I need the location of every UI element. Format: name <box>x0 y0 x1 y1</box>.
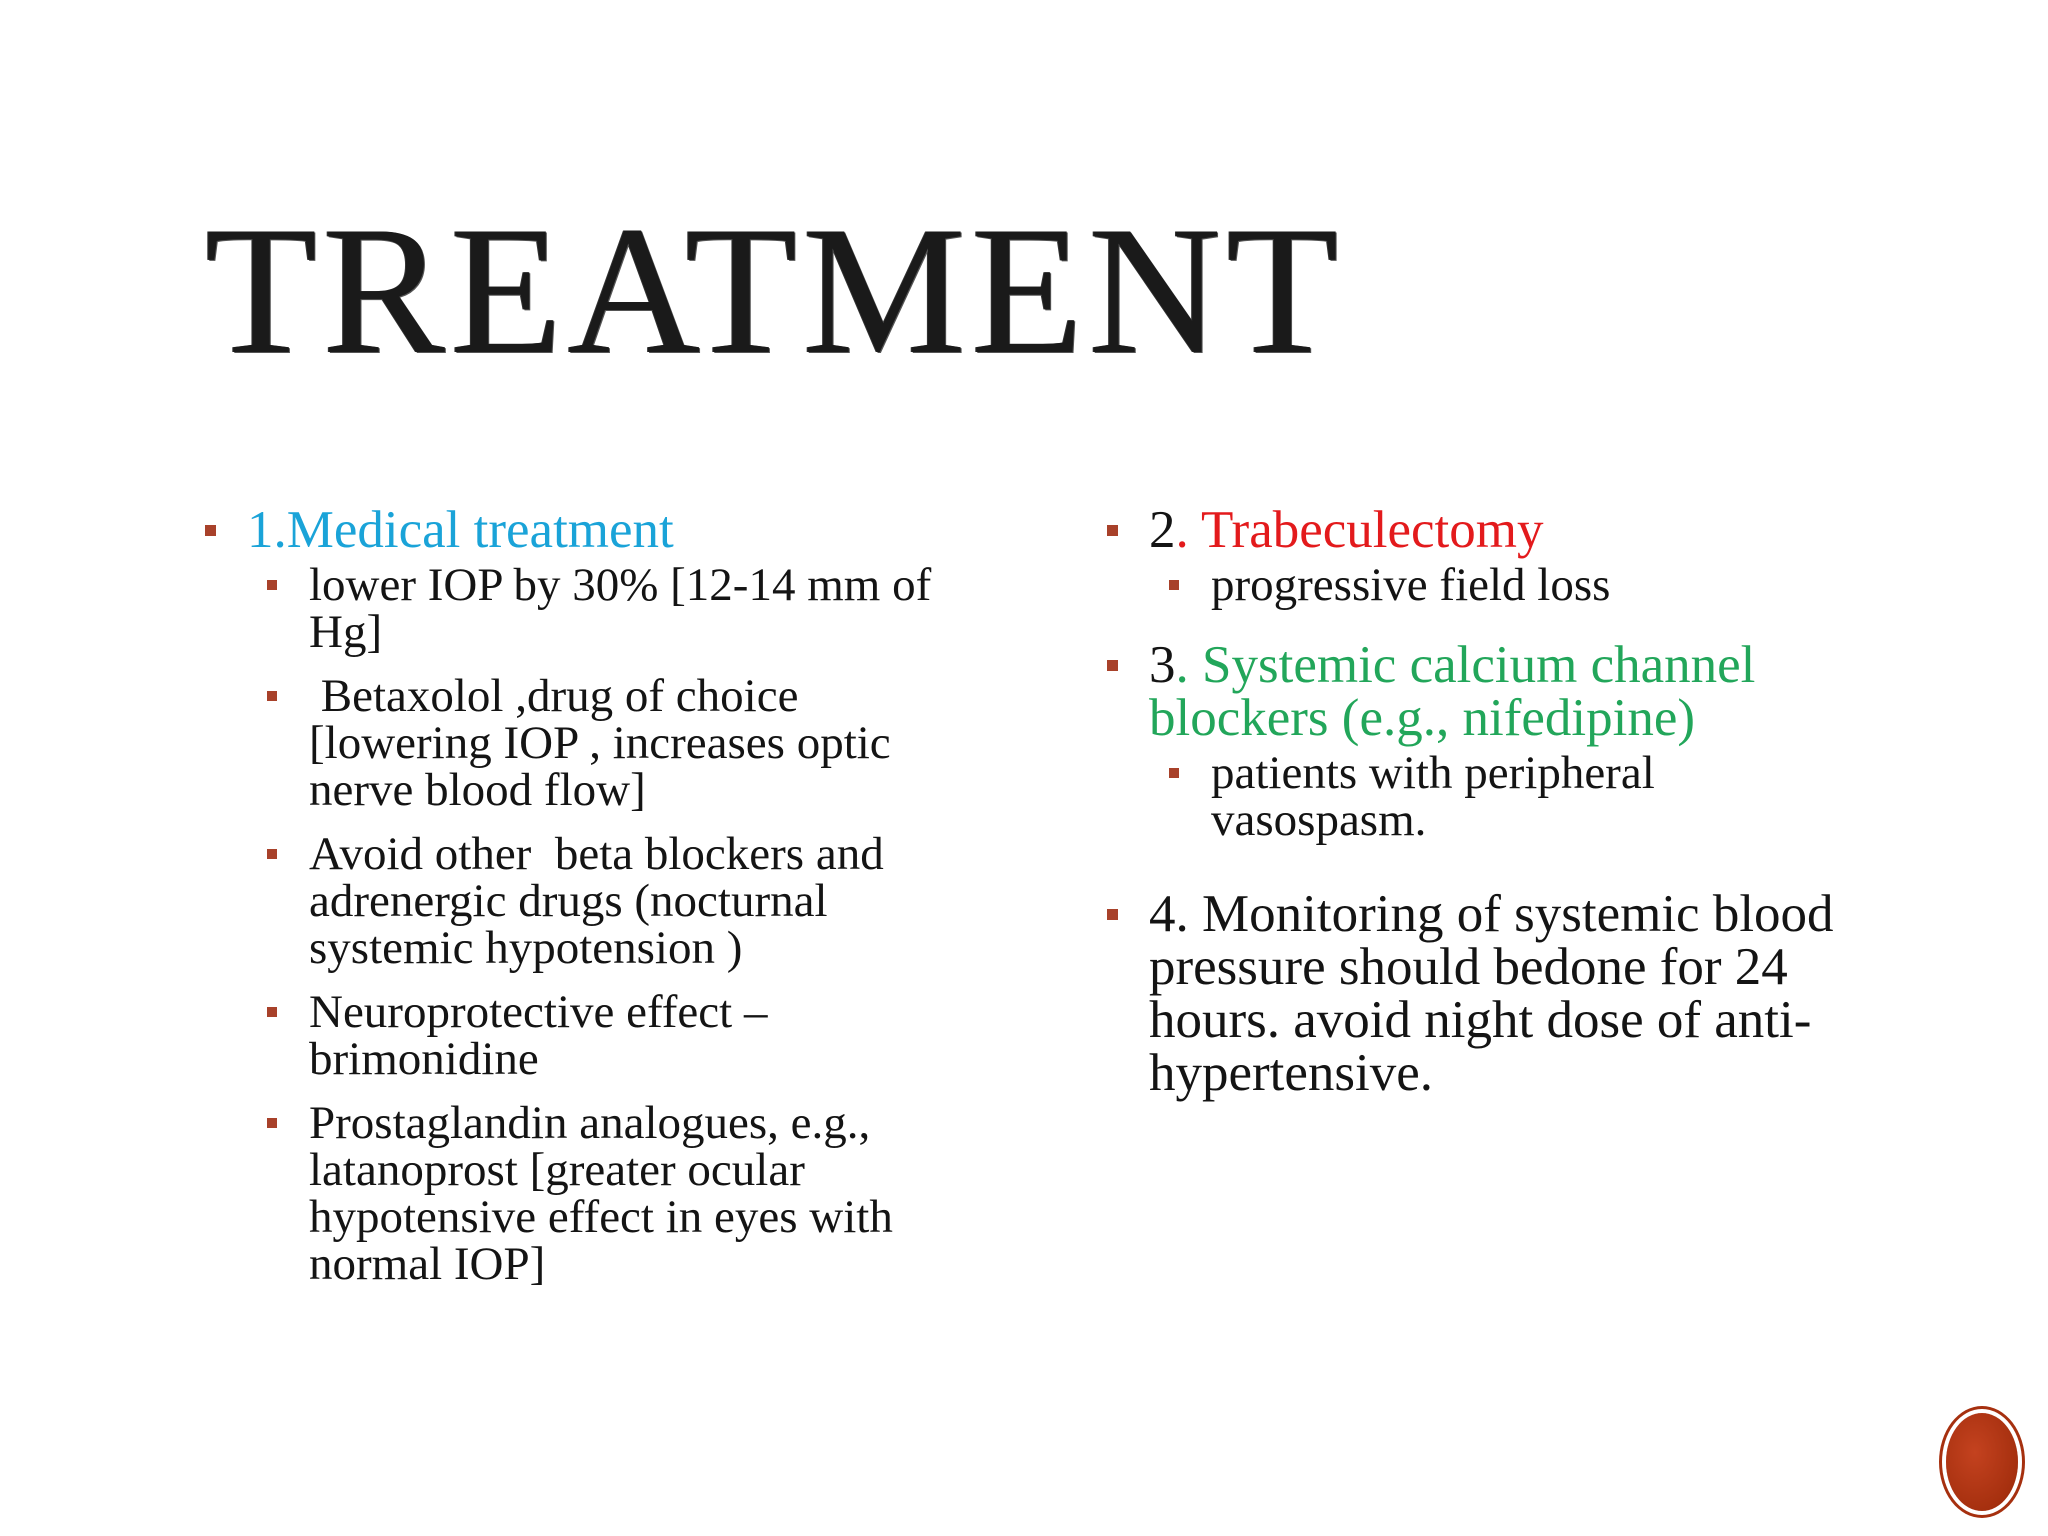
item-text: lower IOP by 30% [12-14 mm of Hg] <box>309 559 932 658</box>
item-text: Avoid other beta blockers and adrenergic drugs (nocturnal systemic hypotension ) <box>309 828 896 974</box>
list-item <box>267 828 929 974</box>
section-separator: . <box>1175 636 1202 694</box>
circle-badge-icon <box>1946 1413 2018 1511</box>
square-bullet-icon <box>1107 525 1118 536</box>
list-item <box>1107 501 1937 559</box>
left-column <box>205 501 995 1290</box>
calcium-channel-heading: Systemic calcium channel blockers (e.g., nifedipine) <box>1149 636 1756 747</box>
section-number: 2 <box>1149 501 1176 559</box>
square-bullet-icon <box>1107 909 1118 920</box>
medical-treatment-heading: 1.Medical treatment <box>247 501 674 559</box>
list-item <box>1107 636 1909 747</box>
list-item <box>1169 559 1911 611</box>
slide-title: TREATMENT <box>205 188 1344 392</box>
list-item <box>1107 885 1849 1102</box>
square-bullet-icon <box>205 525 216 536</box>
list-item <box>1169 747 1811 846</box>
section-number: 3 <box>1149 636 1176 694</box>
section-separator: . <box>1175 501 1202 559</box>
square-bullet-icon <box>1169 768 1179 778</box>
item-text: patients with peripheral vasospasm. <box>1211 747 1655 846</box>
square-bullet-icon <box>267 691 277 701</box>
square-bullet-icon <box>267 1118 277 1128</box>
monitoring-text: 4. Monitoring of systemic blood pressure should bedone for 24 hours. avoid night dose of anti-hypertensive. <box>1149 885 1834 1102</box>
right-column <box>1107 501 1937 1102</box>
square-bullet-icon <box>1169 580 1179 590</box>
list-item <box>267 1097 969 1290</box>
trabeculectomy-heading: Trabeculectomy <box>1201 501 1544 559</box>
item-text: Neuroprotective effect – brimonidine <box>309 986 768 1085</box>
list-item <box>205 501 995 559</box>
list-item <box>267 670 929 816</box>
item-text: progressive field loss <box>1211 559 1611 611</box>
square-bullet-icon <box>267 580 277 590</box>
square-bullet-icon <box>267 849 277 859</box>
list-item <box>267 986 929 1085</box>
list-item <box>267 559 997 658</box>
item-text: Prostaglandin analogues, e.g., latanoprost [greater ocular hypotensive effect in eyes with normal IOP] <box>309 1097 893 1290</box>
square-bullet-icon <box>267 1007 277 1017</box>
square-bullet-icon <box>1107 660 1118 671</box>
item-text: Betaxolol ,drug of choice [lowering IOP , increases optic nerve blood flow] <box>309 670 903 816</box>
